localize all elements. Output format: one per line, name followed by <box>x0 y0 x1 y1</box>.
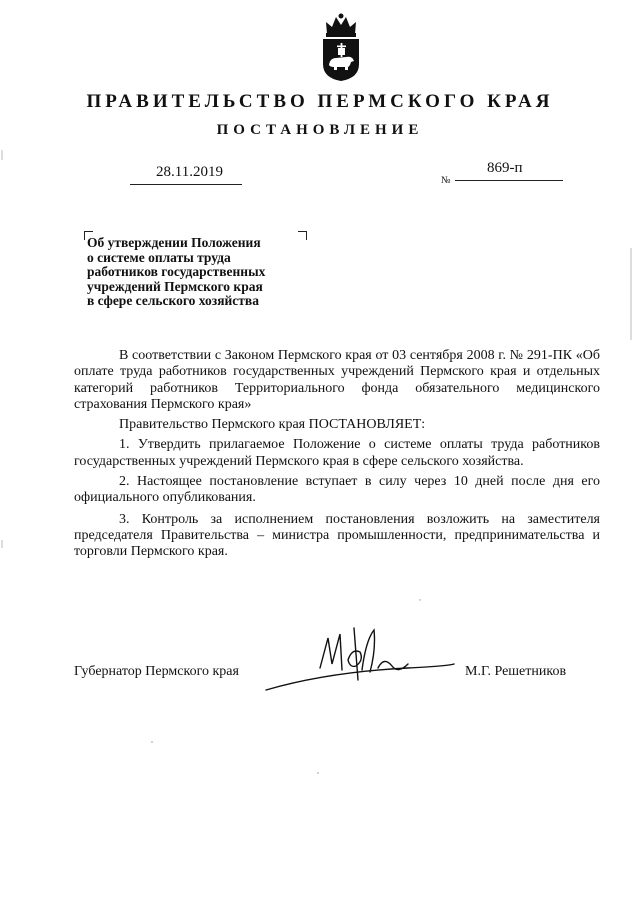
item-2-paragraph: 2. Настоящее постановление вступает в силу через 10 дней после дня его официального опубликования. <box>74 474 600 506</box>
preamble-paragraph: В соответствии с Законом Пермского края от 03 сентября 2008 г. № 291-ПК «Об оплате труда работников государственных учреждений Пермского края и отдельных категорий работников Территориального фонда обязательного медицинского страхования Пермского края» <box>74 348 600 412</box>
perm-krai-coat-of-arms-icon <box>318 12 364 82</box>
subject-line: в сфере сельского хозяйства <box>87 293 259 308</box>
document-body <box>74 348 600 561</box>
signatory-position: Губернатор Пермского края <box>74 664 239 679</box>
subject-line: учреждений Пермского края <box>87 278 263 294</box>
signatory-name: М.Г. Решетников <box>465 664 567 679</box>
document-date: 28.11.2019 <box>156 164 223 180</box>
document-type: ПОСТАНОВЛЕНИЕ <box>216 122 424 138</box>
handwritten-signature-icon <box>258 620 458 710</box>
document-number: 869-п <box>487 160 523 176</box>
resolves-paragraph: Правительство Пермского края ПОСТАНОВЛЯЕТ: <box>119 417 426 433</box>
number-underline <box>455 180 563 181</box>
subject-line: Об утверждении Положения <box>87 235 261 250</box>
number-sign: № <box>441 175 451 186</box>
date-underline <box>130 184 242 185</box>
government-title: ПРАВИТЕЛЬСТВО ПЕРМСКОГО КРАЯ <box>86 91 554 112</box>
subject-line: о системе оплаты труда <box>87 249 231 265</box>
subject-line: работников государственных <box>87 264 266 279</box>
item-3-paragraph: 3. Контроль за исполнением постановления возложить на заместителя председателя Правительства – министра промышленности, предпринимательства и торговли Пермского края. <box>74 511 600 560</box>
document-subject <box>87 236 307 309</box>
item-1-paragraph: 1. Утвердить прилагаемое Положение о системе оплаты труда работников государственных учреждений Пермского края в сфере сельского хозяйства. <box>74 437 600 469</box>
